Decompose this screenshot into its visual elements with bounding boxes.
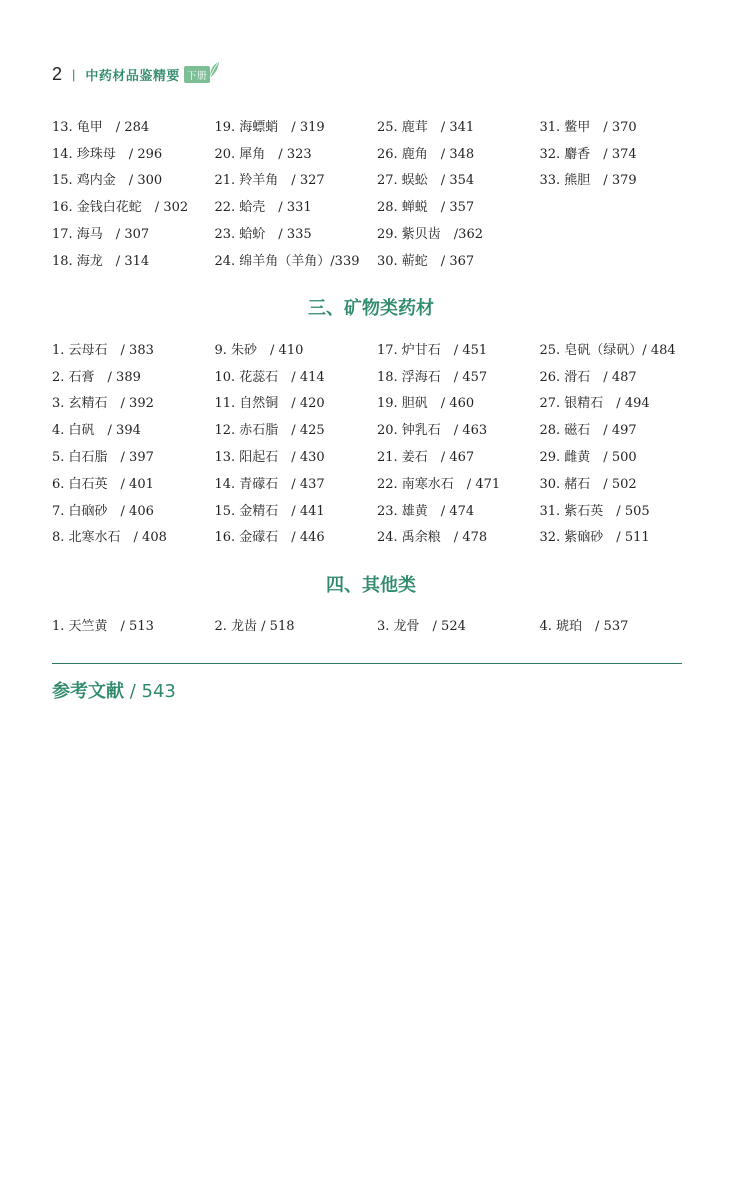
toc-entry[interactable]: 1. 天竺黄 / 513 bbox=[52, 618, 154, 634]
toc-entry[interactable]: 33. 熊胆 / 379 bbox=[539, 173, 637, 189]
toc-entry[interactable]: 29. 雌黄 / 500 bbox=[539, 450, 637, 466]
toc-entry[interactable]: 32. 麝香 / 374 bbox=[539, 146, 637, 162]
toc-entry[interactable]: 32. 紫硇砂 / 511 bbox=[539, 530, 650, 546]
toc-row bbox=[52, 523, 702, 550]
toc-entry[interactable]: 22. 蛤壳 / 331 bbox=[214, 200, 312, 216]
volume-badge bbox=[184, 66, 220, 83]
toc-entry[interactable]: 6. 白石英 / 401 bbox=[52, 476, 154, 492]
toc-entry[interactable]: 4. 琥珀 / 537 bbox=[539, 618, 629, 634]
toc-entry[interactable]: 4. 白矾 / 394 bbox=[52, 423, 141, 439]
toc-entry[interactable]: 15. 金精石 / 441 bbox=[214, 503, 325, 519]
toc-entry[interactable]: 27. 蜈蚣 / 354 bbox=[377, 173, 475, 189]
toc-entry[interactable]: 3. 龙骨 / 524 bbox=[377, 618, 466, 634]
toc-entry[interactable]: 21. 姜石 / 467 bbox=[377, 450, 475, 466]
toc-row bbox=[52, 496, 702, 523]
toc-entry[interactable]: 5. 白石脂 / 397 bbox=[52, 450, 154, 466]
toc-entry[interactable]: 23. 蛤蚧 / 335 bbox=[214, 227, 312, 243]
toc-entry[interactable]: 9. 朱砂 / 410 bbox=[214, 342, 304, 358]
toc-entry[interactable]: 19. 海螵蛸 / 319 bbox=[214, 119, 325, 135]
toc-entry[interactable]: 16. 金钱白花蛇 / 302 bbox=[52, 200, 189, 216]
toc-entry[interactable]: 10. 花蕊石 / 414 bbox=[214, 369, 325, 385]
toc-entry[interactable]: 3. 玄精石 / 392 bbox=[52, 396, 154, 412]
toc-entry[interactable]: 30. 蕲蛇 / 367 bbox=[377, 253, 475, 269]
book-title: 中药材品鉴精要 bbox=[85, 68, 180, 84]
toc-row bbox=[52, 246, 702, 273]
references-entry[interactable] bbox=[52, 677, 176, 703]
toc-entry[interactable]: 13. 阳起石 / 430 bbox=[214, 450, 325, 466]
running-header bbox=[52, 62, 220, 86]
header-separator: | bbox=[72, 66, 76, 82]
toc-entry[interactable]: 31. 鳖甲 / 370 bbox=[539, 119, 637, 135]
toc-entry[interactable]: 24. 禹余粮 / 478 bbox=[377, 530, 488, 546]
section-title-minerals: 三、矿物类药材 bbox=[308, 298, 434, 319]
toc-entry[interactable]: 20. 钟乳石 / 463 bbox=[377, 423, 488, 439]
mineral-entries-grid bbox=[52, 335, 702, 549]
toc-entry[interactable]: 16. 金礞石 / 446 bbox=[214, 530, 325, 546]
toc-entry[interactable]: 14. 珍珠母 / 296 bbox=[52, 146, 163, 162]
section-title-others: 四、其他类 bbox=[326, 575, 416, 596]
toc-entry[interactable]: 12. 赤石脂 / 425 bbox=[214, 423, 325, 439]
toc-entry[interactable]: 14. 青礞石 / 437 bbox=[214, 476, 325, 492]
toc-row bbox=[52, 389, 702, 416]
toc-entry[interactable]: 24. 绵羊角（羊角）/339 bbox=[214, 253, 360, 269]
leaf-icon bbox=[208, 61, 220, 79]
toc-entry[interactable]: 19. 胆矾 / 460 bbox=[377, 396, 475, 412]
toc-row bbox=[52, 442, 702, 469]
toc-row bbox=[52, 469, 702, 496]
toc-entry[interactable]: 17. 炉甘石 / 451 bbox=[377, 342, 488, 358]
toc-entry[interactable]: 21. 羚羊角 / 327 bbox=[214, 173, 325, 189]
toc-row bbox=[52, 219, 702, 246]
toc-entry[interactable]: 18. 海龙 / 314 bbox=[52, 253, 150, 269]
toc-row bbox=[52, 362, 702, 389]
toc-row bbox=[52, 335, 702, 362]
toc-entry[interactable]: 29. 紫贝齿 /362 bbox=[377, 227, 483, 243]
volume-label: 下册 bbox=[184, 66, 210, 83]
toc-entry[interactable]: 23. 雄黄 / 474 bbox=[377, 503, 475, 519]
toc-row bbox=[52, 611, 702, 638]
references-label: 参考文献 bbox=[52, 681, 124, 702]
toc-entry[interactable]: 8. 北寒水石 / 408 bbox=[52, 530, 167, 546]
toc-entry[interactable]: 25. 鹿茸 / 341 bbox=[377, 119, 475, 135]
toc-row bbox=[52, 192, 702, 219]
toc-entry[interactable]: 25. 皂矾（绿矾）/ 484 bbox=[539, 342, 676, 358]
toc-row bbox=[52, 139, 702, 166]
toc-entry[interactable]: 7. 白硇砂 / 406 bbox=[52, 503, 154, 519]
animal-entries-grid bbox=[52, 112, 702, 273]
others-entries-grid bbox=[52, 611, 702, 638]
toc-entry[interactable]: 11. 自然铜 / 420 bbox=[214, 396, 325, 412]
toc-entry[interactable]: 13. 龟甲 / 284 bbox=[52, 119, 150, 135]
toc-row bbox=[52, 166, 702, 193]
toc-row bbox=[52, 415, 702, 442]
toc-entry[interactable]: 18. 浮海石 / 457 bbox=[377, 369, 488, 385]
toc-entry[interactable]: 22. 南寒水石 / 471 bbox=[377, 476, 501, 492]
toc-entry[interactable]: 20. 犀角 / 323 bbox=[214, 146, 312, 162]
toc-entry[interactable]: 26. 鹿角 / 348 bbox=[377, 146, 475, 162]
toc-entry[interactable]: 30. 赭石 / 502 bbox=[539, 476, 637, 492]
toc-entry[interactable]: 1. 云母石 / 383 bbox=[52, 342, 154, 358]
references-page: / 543 bbox=[124, 681, 176, 702]
toc-entry[interactable]: 2. 龙齿 / 518 bbox=[214, 618, 295, 634]
toc-entry[interactable]: 28. 蝉蜕 / 357 bbox=[377, 200, 475, 216]
toc-entry[interactable]: 15. 鸡内金 / 300 bbox=[52, 173, 163, 189]
toc-entry[interactable]: 26. 滑石 / 487 bbox=[539, 369, 637, 385]
divider-rule bbox=[52, 663, 682, 664]
toc-row bbox=[52, 112, 702, 139]
toc-entry[interactable]: 17. 海马 / 307 bbox=[52, 227, 150, 243]
toc-entry[interactable]: 27. 银精石 / 494 bbox=[539, 396, 650, 412]
page-number: 2 bbox=[52, 63, 63, 84]
toc-entry[interactable]: 28. 磁石 / 497 bbox=[539, 423, 637, 439]
toc-entry[interactable]: 2. 石膏 / 389 bbox=[52, 369, 141, 385]
toc-entry[interactable]: 31. 紫石英 / 505 bbox=[539, 503, 650, 519]
